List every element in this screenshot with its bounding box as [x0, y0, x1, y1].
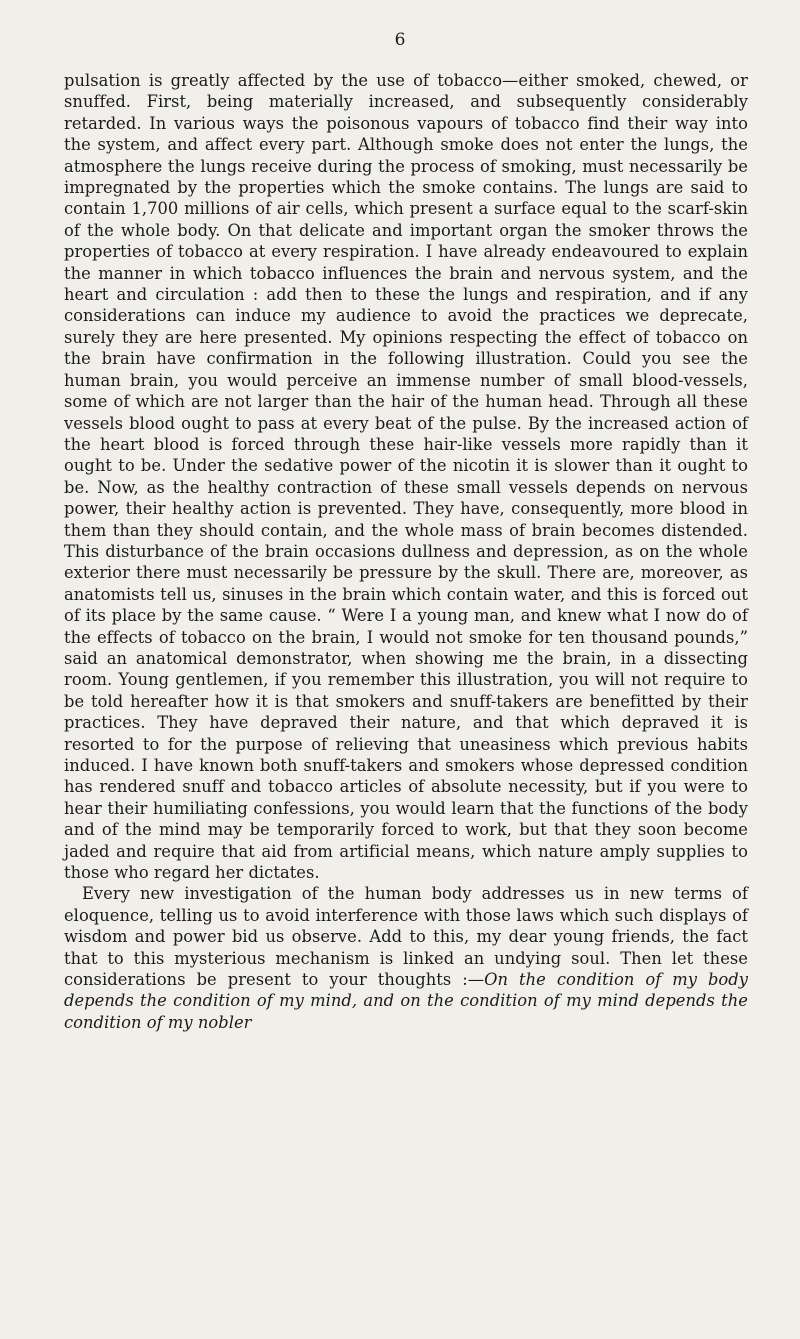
- paragraph-2-text: Every new investigation of the human body addresses us in new terms of eloquence, telling us to avoid interference with those laws which such displays of wisdom and power bid us observe. Add to this, my dear young friends, the fact that to this mysterious mechanism is linked an undying soul. Then let these considerations be present to your thoughts :—: [64, 884, 748, 990]
- body-text: [64, 70, 748, 1033]
- paragraph-1: pulsation is greatly affected by the use of tobacco—either smoked, chewed, or snuffed. First, being materially increased, and subsequently considerably retarded. In various ways the poisonous vapours of tobacco find their way into the system, and affect every part. Although smoke does not enter the lungs, the atmosphere the lungs receive during the process of smoking, must necessarily be impregnated by the properties which the smoke contains. The lungs are said to contain 1,700 millions of air cells, which present a surface equal to the scarf-skin of the whole body. On that delicate and important organ the smoker throws the properties of tobacco at every respiration. I have already endeavoured to explain the manner in which tobacco influences the brain and nervous system, and the heart and circulation : add then to these the lungs and respiration, and if any considerations can induce my audience to avoid the practices we deprecate, surely they are here presented. My opinions respecting the effect of tobacco on the brain have confirmation in the following illustration. Could you see the human brain, you would perceive an immense number of small blood-vessels, some of which are not larger than the hair of the human head. Through all these vessels blood ought to pass at every beat of the pulse. By the increased action of the heart blood is forced through these hair-like vessels more rapidly than it ought to be. Under the sedative power of the nicotin it is slower than it ought to be. Now, as the healthy contraction of these small vessels depends on nervous power, their healthy action is prevented. They have, consequently, more blood in them than they should contain, and the whole mass of brain becomes distended. This disturbance of the brain occasions dullness and depression, as on the whole exterior there must necessarily be pressure by the skull. There are, moreover, as anatomists tell us, sinuses in the brain which contain water, and this is forced out of its place by the same cause. “ Were I a young man, and knew what I now do of the effects of tobacco on the brain, I would not smoke for ten thousand pounds,” said an anatomical demonstrator, when showing me the brain, in a dissecting room. Young gentlemen, if you remember this illustration, you will not require to be told hereafter how it is that smokers and snuff-takers are benefitted by their practices. They have depraved their nature, and that which depraved it is resorted to for the purpose of relieving that uneasiness which previous habits induced. I have known both snuff-takers and smokers whose depressed condition has rendered snuff and tobacco articles of absolute necessity, but if you were to hear their humiliating confessions, you would learn that the functions of the body and of the mind may be temporarily forced to work, but that they soon become jaded and require that aid from artificial means, which nature amply supplies to those who regard her dictates.: [64, 71, 748, 883]
- paragraph-2: [64, 883, 748, 1033]
- page-number: 6: [394, 30, 406, 50]
- italic-maxim: On the condition of my body depends the condition of my mind, and on the condition of my mind depends the condition of my nobler: [64, 970, 748, 1032]
